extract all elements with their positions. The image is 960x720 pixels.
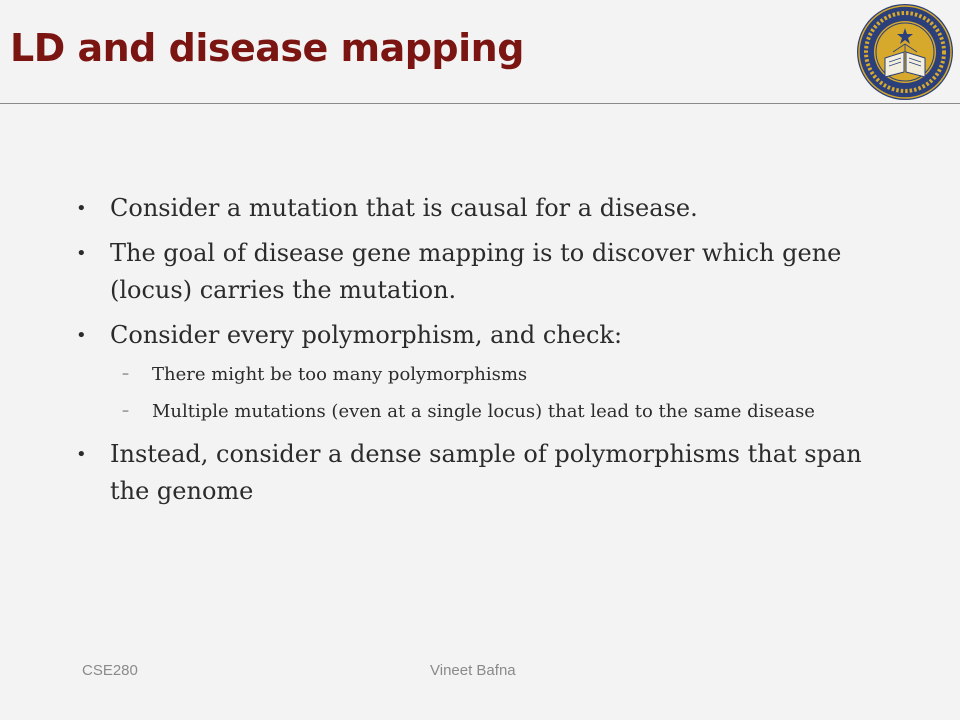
slide-body xyxy=(72,190,872,518)
uc-san-diego-seal-logo xyxy=(855,2,955,102)
bullet-text: Consider every polymorphism, and check: xyxy=(110,321,623,349)
title-divider xyxy=(0,103,960,104)
footer-course: CSE280 xyxy=(82,662,138,679)
bullet-text: Consider a mutation that is causal for a disease. xyxy=(110,194,698,222)
bullet-text: Instead, consider a dense sample of polymorphisms that span the genome xyxy=(110,440,862,505)
footer-author: Vineet Bafna xyxy=(430,662,516,679)
bullet-dot-icon: • xyxy=(76,325,87,346)
bullet-text: The goal of disease gene mapping is to discover which gene (locus) carries the mutation. xyxy=(110,239,842,304)
dash-icon: – xyxy=(122,403,129,419)
sub-bullet-item xyxy=(72,362,872,387)
sub-bullet-text: There might be too many polymorphisms xyxy=(152,364,528,385)
bullet-dot-icon: • xyxy=(76,444,87,465)
bullet-item xyxy=(72,190,872,227)
sub-bullet-item xyxy=(72,399,872,424)
bullet-dot-icon: • xyxy=(76,198,87,219)
bullet-dot-icon: • xyxy=(76,243,87,264)
slide-title: LD and disease mapping xyxy=(10,26,524,70)
sub-bullet-text: Multiple mutations (even at a single locus) that lead to the same disease xyxy=(152,401,815,422)
bullet-item xyxy=(72,235,872,309)
dash-icon: – xyxy=(122,366,129,382)
bullet-item xyxy=(72,436,872,510)
bullet-item xyxy=(72,317,872,354)
